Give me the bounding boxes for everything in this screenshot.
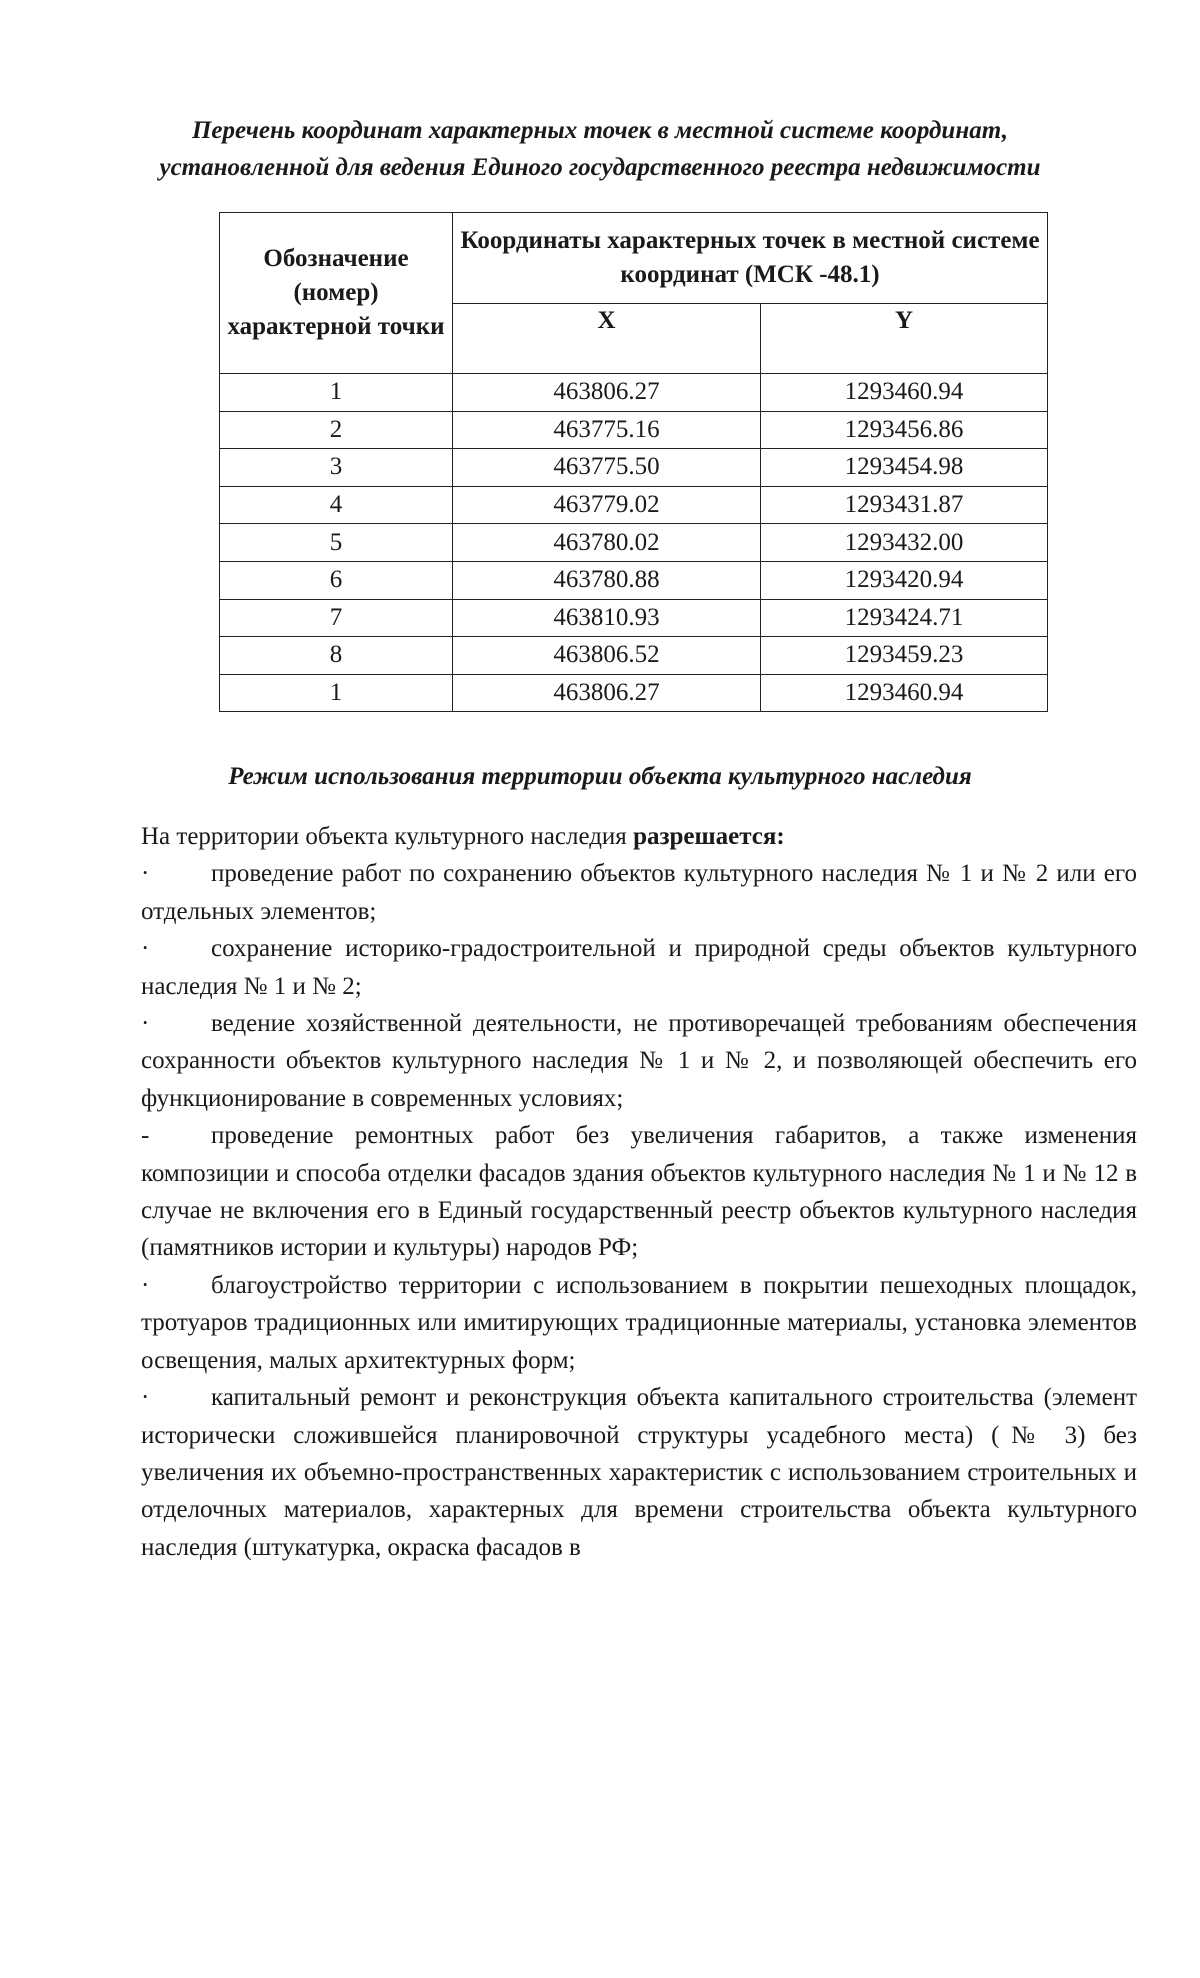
y-cell: 1293460.94: [761, 374, 1048, 412]
point-number-cell: 6: [220, 561, 453, 599]
list-item: [141, 1005, 1137, 1117]
list-item-text: проведение ремонтных работ без увеличения габаритов, а также изменения композиции и способа отделки фасадов здания объектов культурного наследия № 1 и № 12 в случае не включения его в Единый государственный реестр объектов культурного наследия (памятников истории и культуры) народов РФ;: [141, 1122, 1137, 1262]
x-cell: 463806.27: [453, 374, 761, 412]
point-number-cell: 1: [220, 674, 453, 712]
page-title: [100, 112, 1100, 186]
list-item-text: благоустройство территории с использованием в покрытии пешеходных площадок, тротуаров традиционных или имитирующих традиционные материалы, установка элементов освещения, малых архитектурных форм;: [141, 1271, 1137, 1374]
x-cell: 463780.88: [453, 561, 761, 599]
intro-bold: разрешается:: [633, 823, 785, 850]
x-header: X: [453, 303, 761, 373]
x-cell: 463780.02: [453, 524, 761, 562]
list-item: [141, 930, 1137, 1005]
intro-paragraph: [141, 818, 1137, 855]
table-row: [220, 449, 1048, 487]
table-row: [220, 486, 1048, 524]
table-row: [220, 524, 1048, 562]
list-item-text: сохранение историко-градостроительной и природной среды объектов культурного наследия № 1 и № 2;: [141, 935, 1137, 1000]
title-line-1: Перечень координат характерных точек в местной системе координат,: [191, 117, 1009, 144]
bullet-marker: ·: [141, 1384, 150, 1412]
point-number-cell: 1: [220, 374, 453, 412]
y-cell: 1293432.00: [761, 524, 1048, 562]
table-row: [220, 374, 1048, 412]
bullet-marker: ·: [141, 1010, 150, 1038]
list-item: [141, 1117, 1137, 1267]
point-number-cell: 7: [220, 599, 453, 637]
intro-text: На территории объекта культурного наследия: [141, 823, 627, 850]
section-title: Режим использования территории объекта культурного наследия: [228, 763, 972, 790]
coordinates-table: [219, 212, 1048, 712]
y-cell: 1293420.94: [761, 561, 1048, 599]
table-row: [220, 637, 1048, 675]
x-cell: 463806.52: [453, 637, 761, 675]
table-row: [220, 599, 1048, 637]
bullet-marker: ·: [141, 1271, 150, 1299]
y-cell: 1293454.98: [761, 449, 1048, 487]
point-number-cell: 3: [220, 449, 453, 487]
x-cell: 463779.02: [453, 486, 761, 524]
y-header: Y: [761, 303, 1048, 373]
y-cell: 1293424.71: [761, 599, 1048, 637]
list-item-text: проведение работ по сохранению объектов культурного наследия № 1 и № 2 или его отдельных элементов;: [141, 860, 1137, 925]
coordinates-header: Координаты характерных точек в местной системе координат (МСК -48.1): [453, 213, 1048, 304]
point-number-cell: 8: [220, 637, 453, 675]
list-item-text: ведение хозяйственной деятельности, не противоречащей требованиям обеспечения сохранности объектов культурного наследия № 1 и № 2, и позволяющей обеспечить его функционирование в современных условиях;: [141, 1010, 1137, 1112]
x-cell: 463775.16: [453, 411, 761, 449]
bullet-marker: ·: [141, 860, 150, 888]
point-number-cell: 2: [220, 411, 453, 449]
table-row: [220, 561, 1048, 599]
bullet-marker: ·: [141, 935, 150, 963]
y-cell: 1293460.94: [761, 674, 1048, 712]
list-item: [141, 1379, 1137, 1566]
body-text: [141, 818, 1137, 1566]
x-cell: 463775.50: [453, 449, 761, 487]
table-row: [220, 674, 1048, 712]
dash-marker: -: [141, 1122, 150, 1150]
point-number-cell: 5: [220, 524, 453, 562]
point-number-cell: 4: [220, 486, 453, 524]
y-cell: 1293456.86: [761, 411, 1048, 449]
x-cell: 463806.27: [453, 674, 761, 712]
list-item: [141, 1267, 1137, 1379]
y-cell: 1293431.87: [761, 486, 1048, 524]
list-item: [141, 855, 1137, 930]
title-line-2: установленной для ведения Единого государственного реестра недвижимости: [159, 154, 1041, 181]
list-item-text: капитальный ремонт и реконструкция объекта капитального строительства (элемент исторически сложившейся планировочной структуры усадебного места) (№ 3) без увеличения их объемно-пространственных характеристик с использованием строительных и отделочных материалов, характерных для времени строительства объекта культурного наследия (штукатурка, окраска фасадов в: [141, 1384, 1137, 1561]
point-number-header: Обозначение (номер) характерной точки: [220, 213, 453, 374]
y-cell: 1293459.23: [761, 637, 1048, 675]
table-row: [220, 411, 1048, 449]
x-cell: 463810.93: [453, 599, 761, 637]
